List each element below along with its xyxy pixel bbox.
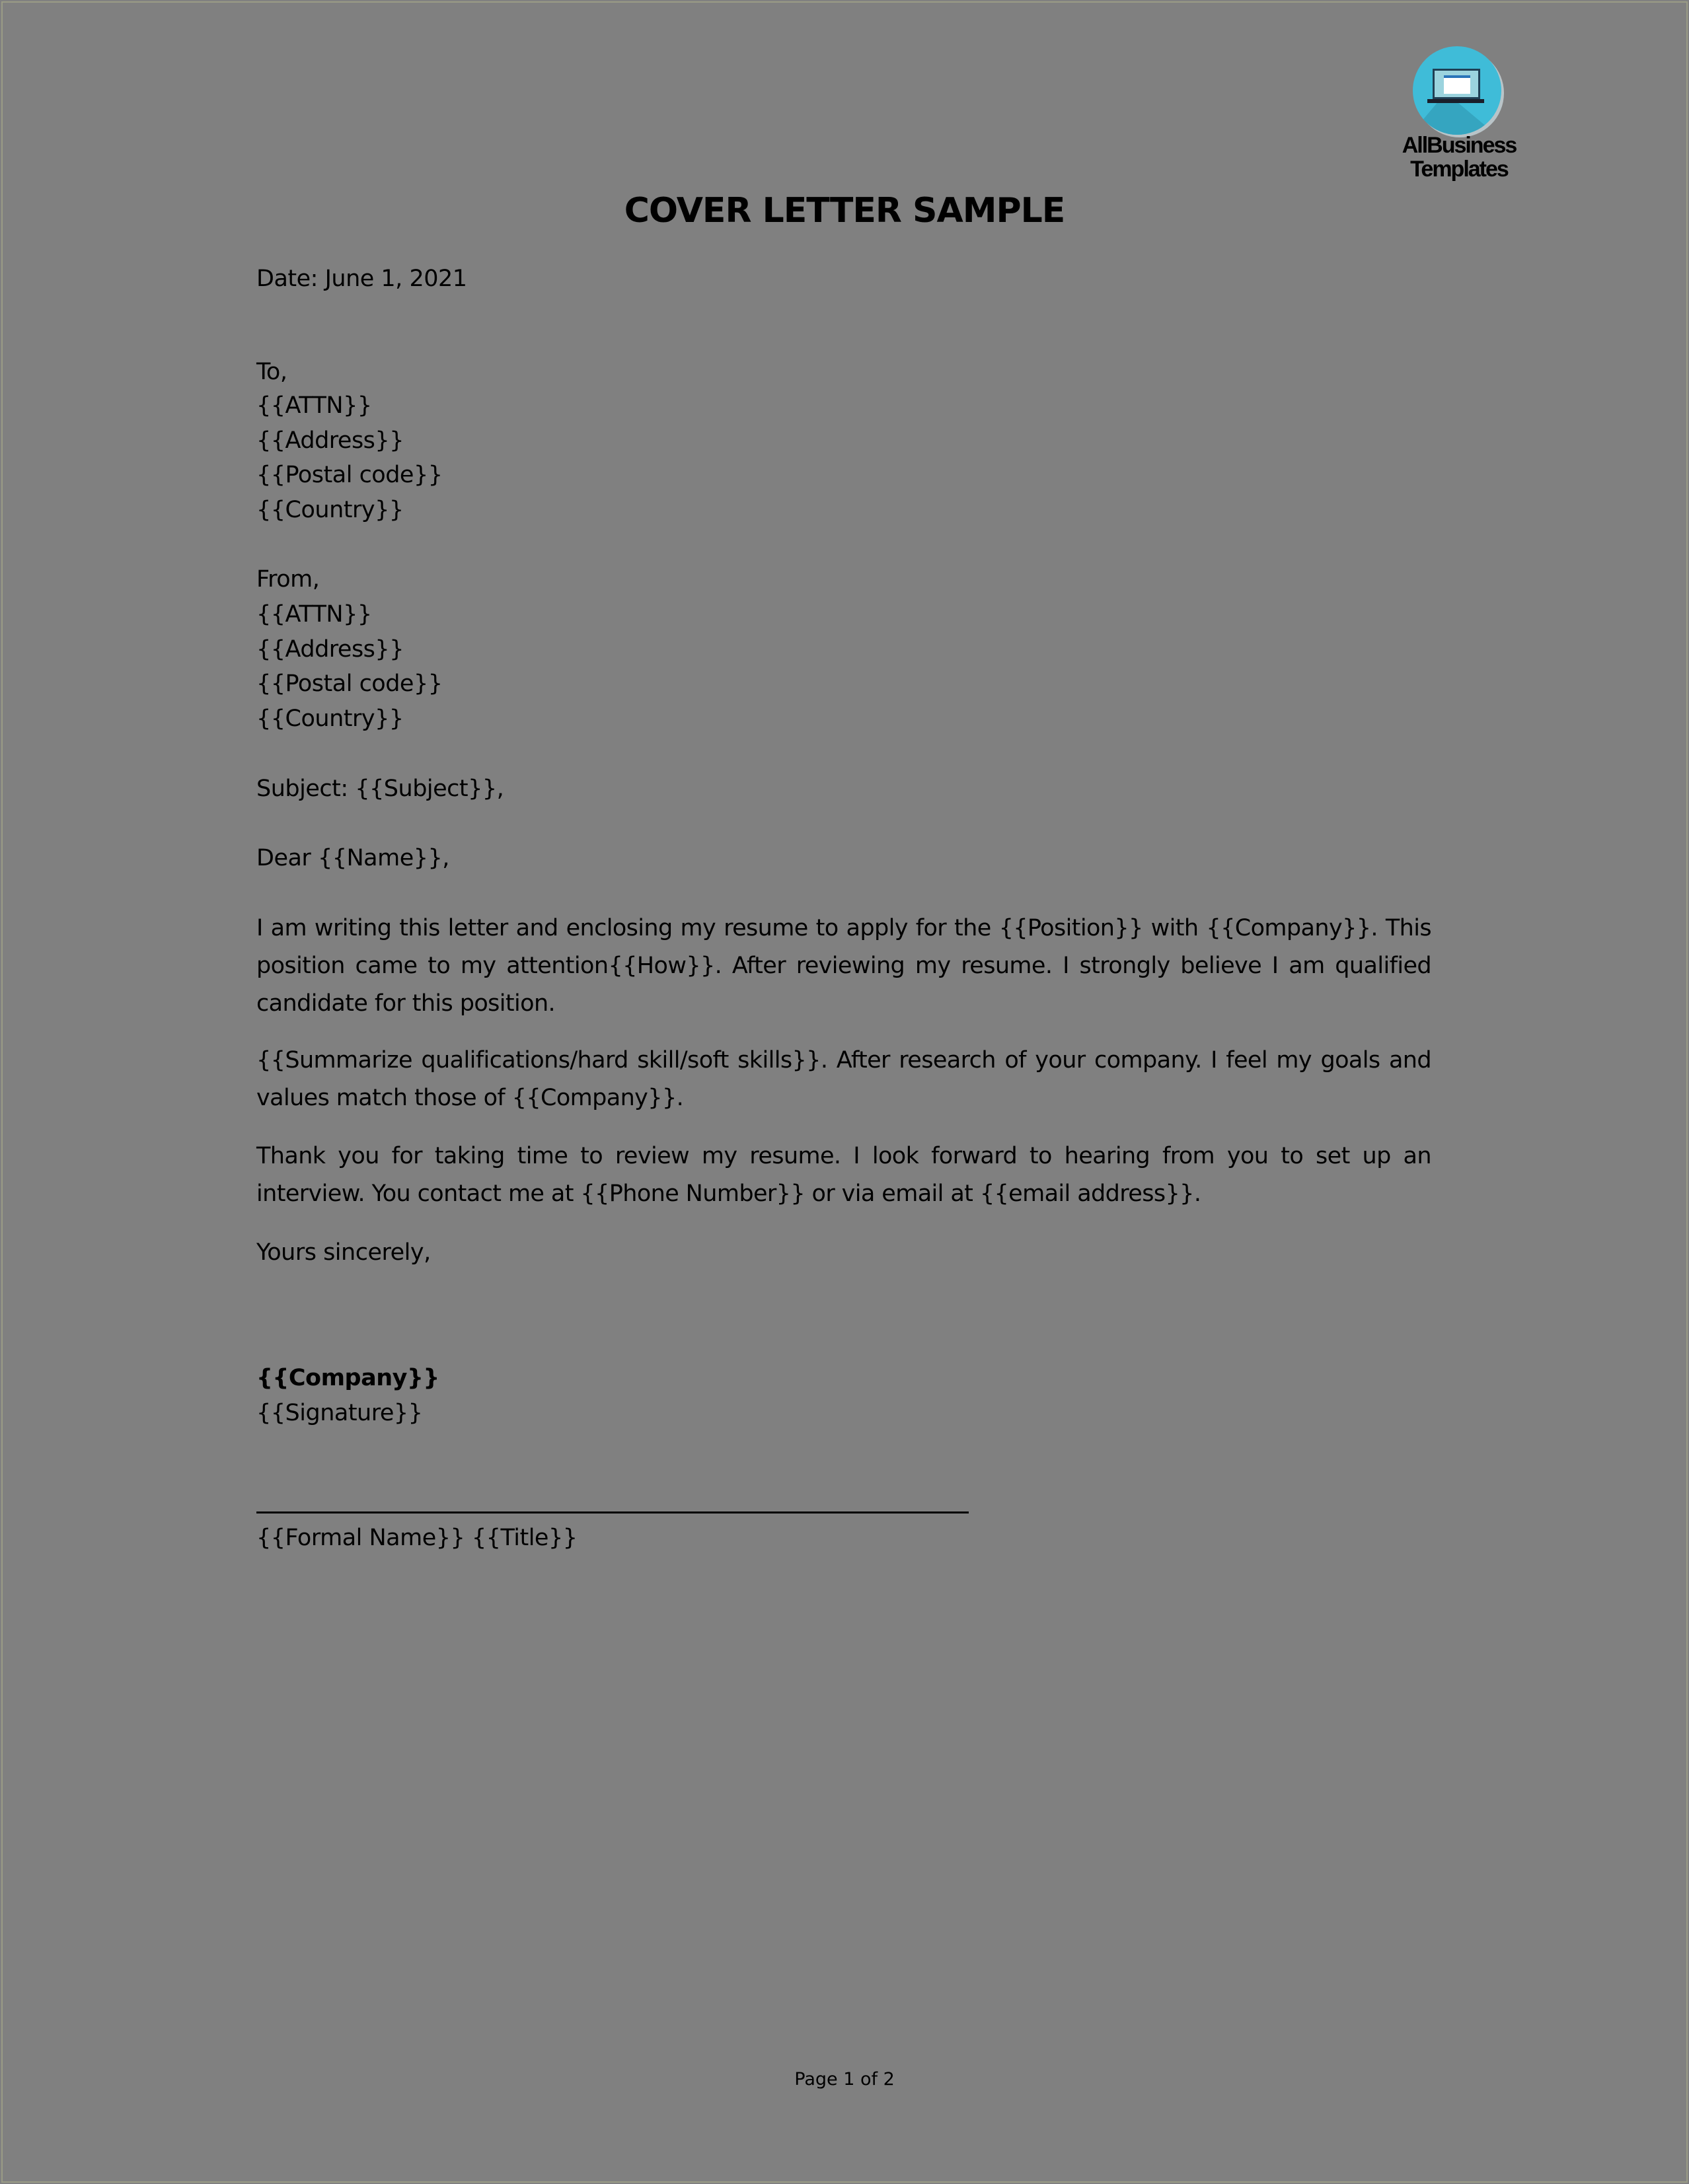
laptop-window-icon xyxy=(1444,75,1470,94)
logo-text-line1: AllBusiness xyxy=(1402,133,1517,158)
document-title: COVER LETTER SAMPLE xyxy=(624,191,1065,231)
subject-line: Subject: {{Subject}}, xyxy=(256,776,504,802)
salutation: Dear {{Name}}, xyxy=(256,845,449,871)
body-paragraph-2: {{Summarize qualifications/hard skill/soft skills}}. After research of your company. I feel my goals and values match those of {{Company}}. xyxy=(256,1047,1431,1111)
closing: Yours sincerely, xyxy=(256,1239,431,1266)
signature-line xyxy=(256,1511,969,1513)
signature-company: {{Company}} xyxy=(256,1365,439,1391)
to-country: {{Country}} xyxy=(256,497,404,523)
body-paragraph-3: Thank you for taking time to review my resume. I look forward to hearing from you to set up an interview. You contact me at {{Phone Number}} or via email at {{email address}}. xyxy=(256,1143,1431,1207)
from-label: From, xyxy=(256,566,320,593)
to-postal-code: {{Postal code}} xyxy=(256,462,443,488)
logo-text-line2: Templates xyxy=(1410,157,1508,182)
laptop-base-icon xyxy=(1427,99,1484,103)
from-postal-code: {{Postal code}} xyxy=(256,671,443,697)
allbusiness-templates-logo xyxy=(1393,44,1525,189)
page-number: Page 1 of 2 xyxy=(794,2069,895,2090)
logo-circle xyxy=(1413,46,1501,135)
formal-name-title: {{Formal Name}} {{Title}} xyxy=(256,1525,578,1551)
to-attn: {{ATTN}} xyxy=(256,392,372,419)
date-line: Date: June 1, 2021 xyxy=(256,266,467,292)
body-paragraph-1: I am writing this letter and enclosing my resume to apply for the {{Position}} with {{Company}}. This position came to my attention{{How}}. After reviewing my resume. I strongly believe I am qualified candidate for this position. xyxy=(256,915,1431,1017)
logo-text xyxy=(1393,133,1525,181)
to-label: To, xyxy=(256,359,287,385)
signature-placeholder: {{Signature}} xyxy=(256,1400,423,1426)
from-address: {{Address}} xyxy=(256,636,404,663)
to-address: {{Address}} xyxy=(256,427,404,454)
from-country: {{Country}} xyxy=(256,706,404,732)
laptop-icon xyxy=(1433,69,1480,99)
from-attn: {{ATTN}} xyxy=(256,601,372,628)
